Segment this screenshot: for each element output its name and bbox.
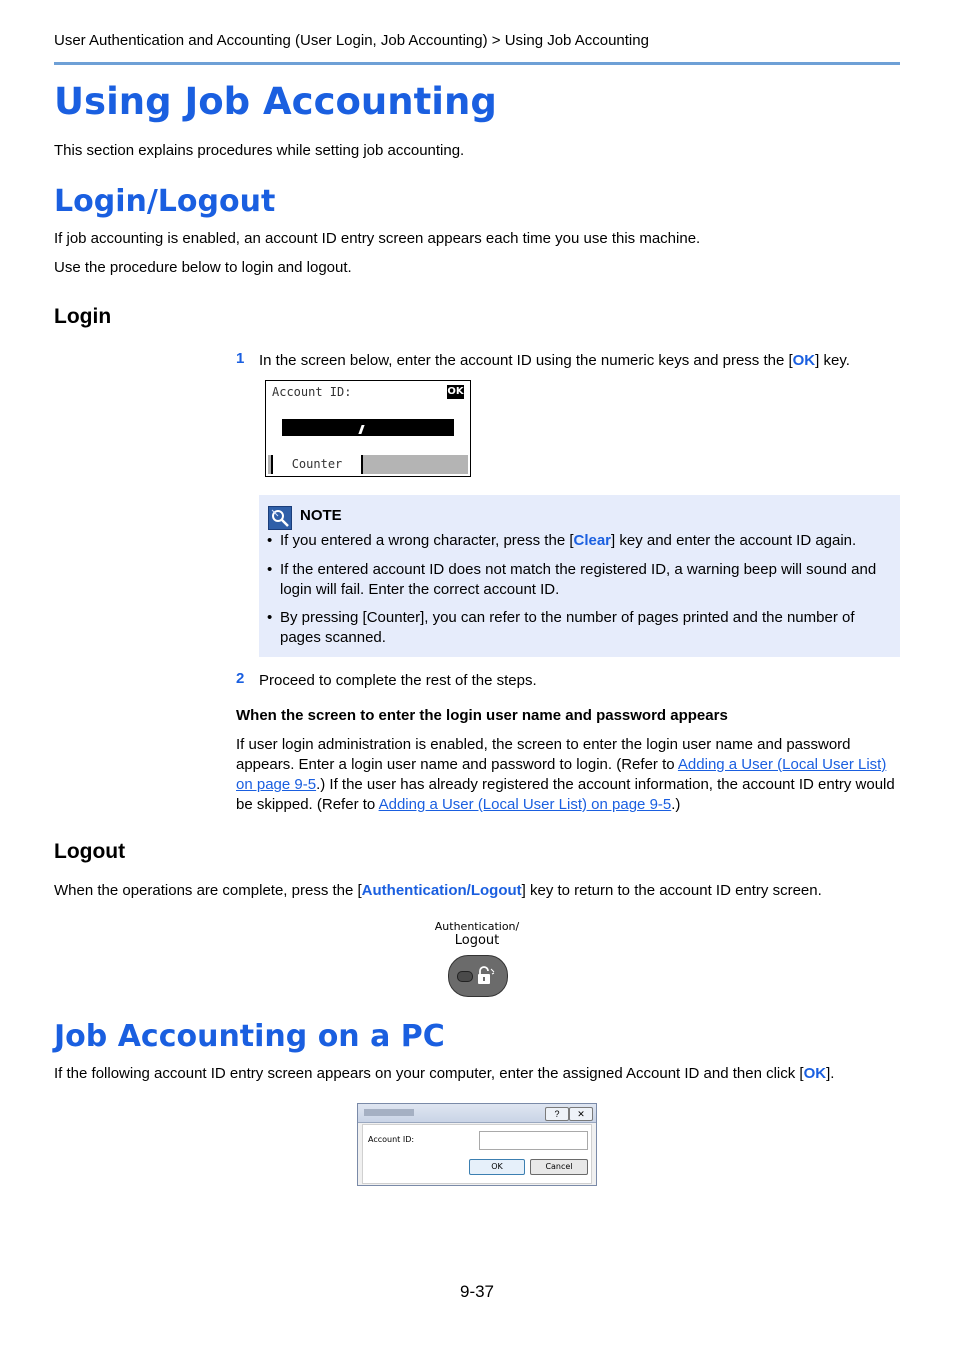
login-logout-p1: If job accounting is enabled, an account ID entry screen appears each time you use this machine.	[54, 230, 701, 247]
bullet-3: •	[267, 609, 273, 626]
note-item-1: If you entered a wrong character, press the [Clear] key and enter the account ID again.	[280, 532, 857, 549]
note-item-3: By pressing [Counter], you can refer to the number of pages printed and the number of pages scanned.	[280, 609, 855, 646]
bullet-2: •	[267, 561, 273, 578]
auth-logout-key-caption	[420, 920, 534, 948]
intro-text: This section explains procedures while setting job accounting.	[54, 142, 465, 159]
note-icon	[268, 506, 292, 530]
step-2-number: 2	[236, 670, 245, 687]
account-id-field[interactable]	[479, 1131, 588, 1150]
adding-user-link-1[interactable]: Adding a User (Local User List) on page 9-5	[236, 756, 887, 793]
dialog-title-bar	[358, 1104, 596, 1123]
pc-heading: Job Accounting on a PC	[54, 1019, 445, 1054]
page-number: 9-37	[459, 1282, 495, 1301]
account-id-lcd-screen	[265, 380, 471, 477]
account-id-dialog	[357, 1103, 597, 1186]
led-indicator-icon	[457, 971, 473, 982]
account-id-field-label: Account ID:	[368, 1135, 415, 1144]
counter-soft-key[interactable]: Counter	[271, 455, 363, 474]
note-box	[259, 495, 900, 657]
step-1-number: 1	[236, 350, 245, 367]
login-heading: Login	[54, 305, 112, 328]
cursor-icon	[358, 425, 364, 434]
note-title: NOTE	[300, 507, 342, 524]
lock-icon	[475, 965, 495, 987]
help-button[interactable]: ?	[545, 1107, 569, 1121]
step-1-text: In the screen below, enter the account ID using the numeric keys and press the [OK] key.	[259, 352, 850, 369]
ok-button[interactable]: OK	[469, 1159, 525, 1175]
auth-logout-key-label: Authentication/Logout	[361, 882, 522, 899]
account-id-label: Account ID:	[272, 385, 352, 399]
pc-ok-label: OK	[803, 1065, 827, 1082]
adding-user-link-2[interactable]: Adding a User (Local User List) on page 9-5	[378, 796, 672, 813]
close-button[interactable]: ✕	[569, 1107, 593, 1121]
page-title: Using Job Accounting	[54, 80, 497, 123]
note-item-2: If the entered account ID does not match the registered ID, a warning beep will sound and login will fail. Enter the correct account ID.	[280, 561, 877, 598]
bullet-1: •	[267, 532, 273, 549]
step-2-text: Proceed to complete the rest of the steps.	[259, 672, 537, 689]
ok-indicator: OK	[447, 386, 464, 397]
cancel-button[interactable]: Cancel	[530, 1159, 588, 1175]
account-id-input[interactable]	[282, 419, 454, 436]
key-caption-line-2: Logout	[454, 933, 500, 948]
logout-text: When the operations are complete, press the [Authentication/Logout] key to return to the account ID entry screen.	[54, 882, 822, 899]
breadcrumb: User Authentication and Accounting (User Login, Job Accounting) > Using Job Accounting	[54, 32, 649, 49]
login-paragraph: If user login administration is enabled, the screen to enter the login user name and password appears. Enter a login user name and password to login. (Refer to Adding a User (Local User List) on page 9-5.) If the user has already registered the account information, the account ID entry would be skipped. (Refer to Adding a User (Local User List) on page 9-5.)	[236, 736, 895, 813]
logout-heading: Logout	[54, 840, 126, 863]
ok-key-label: OK	[792, 352, 816, 369]
clear-key-label: Clear	[573, 532, 612, 549]
dialog-title-blurred	[364, 1109, 414, 1116]
auth-logout-key-button[interactable]	[448, 955, 508, 997]
pc-text: If the following account ID entry screen appears on your computer, enter the assigned Account ID and then click [OK].	[54, 1065, 835, 1082]
login-subheading: When the screen to enter the login user name and password appears	[236, 707, 728, 724]
key-caption-line-1: Authentication/	[434, 920, 520, 933]
header-rule	[54, 62, 900, 65]
login-logout-p2: Use the procedure below to login and logout.	[54, 259, 352, 276]
login-logout-heading: Login/Logout	[54, 184, 276, 219]
